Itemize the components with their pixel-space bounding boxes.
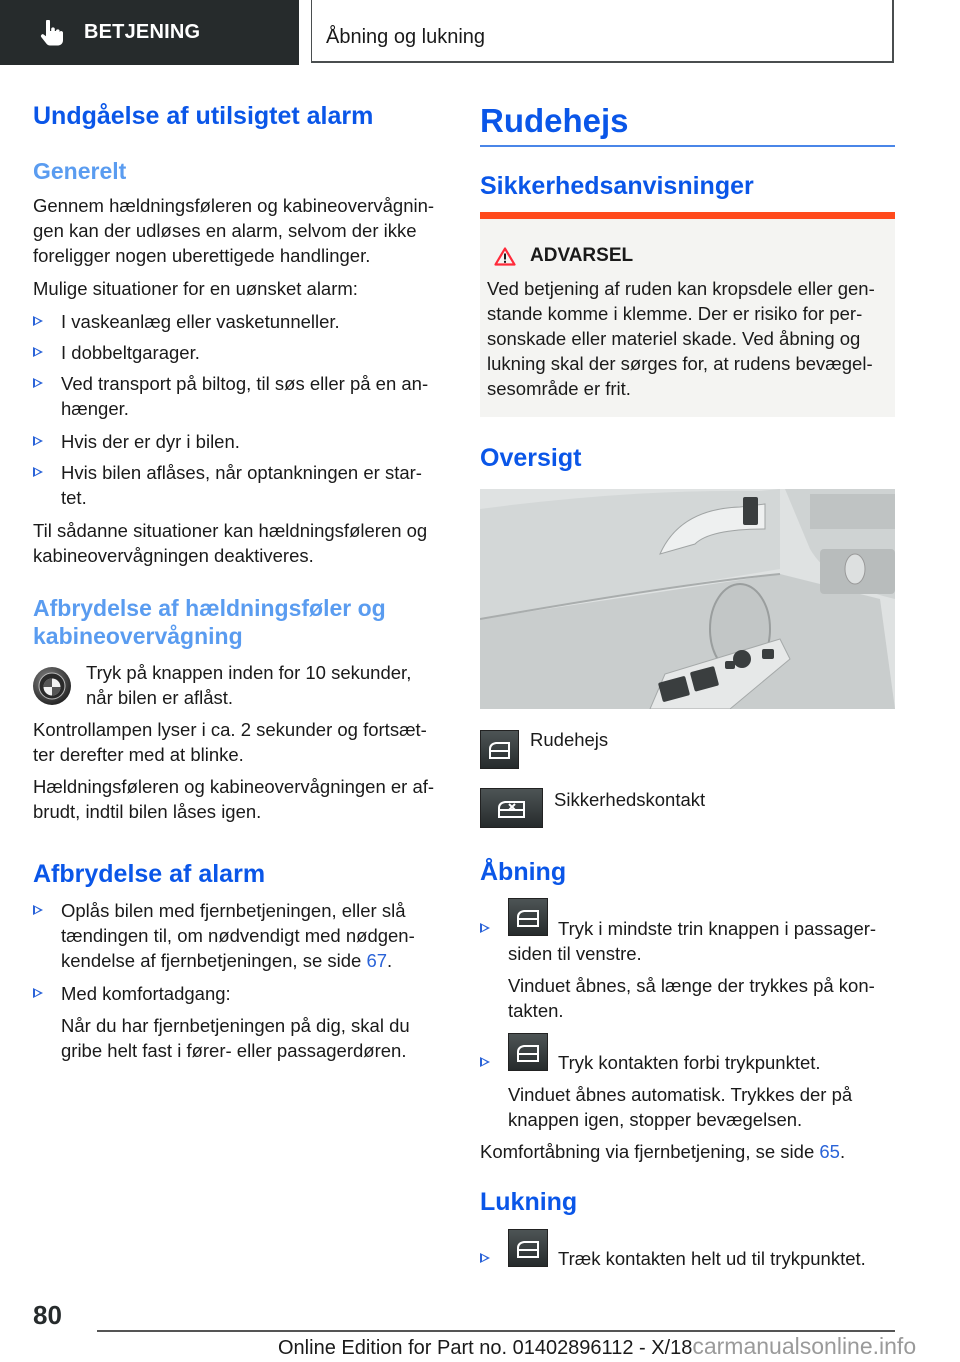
page-title: Åbning og lukning [326,26,486,48]
paragraph: Komfortåbning via fjernbetjening, se side 65. [480,1141,846,1162]
heading-afbrydelse-sensor: Afbrydelse af hældningsføler og kabineovervågning [33,595,386,649]
legend-label: Rudehejs [530,729,609,750]
warning-box [480,212,895,417]
triangle-bullet-icon [33,988,43,998]
triangle-bullet-icon [33,467,43,477]
triangle-bullet-icon [480,923,490,933]
icon-description: Tryk på knappen inden for 10 sekunder, når bilen er aflåst. [86,662,412,708]
list-item: I vaskeanlæg eller vasketunneller. [33,309,443,334]
door-panel-photo [480,489,895,709]
triangle-bullet-icon [33,436,43,446]
bmw-key-button-icon [32,666,72,706]
triangle-bullet-icon [480,1057,490,1067]
page-link-65[interactable]: 65 [819,1141,840,1162]
heading-oversigt: Oversigt [480,444,582,472]
page-title-box [311,0,894,63]
list-item: Tryk i mindste trin knappen i passager- siden til venstre. Vinduet åbnes, så længe der trykkes på kon- takten. [480,916,895,1026]
list-item: Tryk kontakten forbi trykpunktet. Vinduet åbnes automatisk. Trykkes der på knappen igen, stopper bevægelsen. [480,1050,895,1135]
list-item: Hvis bilen aflåses, når optankningen er star- tet. [33,460,443,510]
footer-divider [97,1330,895,1332]
heading-afbrydelse-alarm: Afbrydelse af alarm [33,860,266,888]
paragraph: Kontrollampen lyser i ca. 2 sekunder og fortsæt- ter derefter med at blinke. [33,719,427,765]
triangle-bullet-icon [480,1253,490,1263]
watermark: carmanualsonline.info [692,1333,917,1359]
list-item: Oplås bilen med fjernbetjeningen, eller slå tændingen til, om nødvendigt med nødgen- kendelse af fjernbetjeningen, se side 67. [33,898,443,973]
section-label: BETJENING [84,21,201,43]
paragraph: Mulige situationer for en uønsket alarm: [33,278,358,299]
window-switch-icon [480,730,519,769]
heading-generelt: Generelt [33,158,127,184]
triangle-bullet-icon [33,905,43,915]
legend-label: Sikkerhedskontakt [554,789,706,810]
safety-switch-icon [480,788,543,828]
page-number: 80 [33,1300,62,1330]
triangle-bullet-icon [33,347,43,357]
list-item: Hvis der er dyr i bilen. [33,429,443,454]
warning-triangle-icon [494,247,516,266]
triangle-bullet-icon [33,316,43,326]
warning-label: ADVARSEL [530,245,634,266]
heading-abning: Åbning [480,858,567,886]
paragraph: Hældningsføleren og kabineovervågningen er af- brudt, indtil bilen låses igen. [33,776,435,822]
list-item: Med komfortadgang: Når du har fjernbetjeningen på dig, skal du gribe helt fast i fører- eller passagerdøren. [33,981,443,1071]
warning-text: Ved betjening af ruden kan kropsdele eller gen- stande komme i klemme. Der er risiko for per- sonskade eller materiel skade. Ved åbning og lukning skal der sørges for, at rudens bevægel- sesområde er frit. [487,278,875,399]
hand-pointer-icon [40,20,64,46]
heading-lukning: Lukning [480,1188,578,1216]
page-link-67[interactable]: 67 [366,950,388,971]
paragraph: Gennem hældningsføleren og kabineovervågnin- gen kan der udløses en alarm, selvom der ikke foreligger nogen uberettigede handlinger. [33,195,435,266]
paragraph: Til sådanne situationer kan hældningsføleren og kabineovervågningen deaktiveres. [33,520,428,566]
footer-edition: Online Edition for Part no. 01402896112 - X/18carmanualsonline.info [278,1333,917,1359]
section-title-alarm: Undgåelse af utilsigtet alarm [33,102,374,130]
section-tab [0,0,299,65]
triangle-bullet-icon [33,378,43,388]
title-divider [480,145,895,147]
heading-safety: Sikkerhedsanvisninger [480,172,754,200]
list-item: Træk kontakten helt ud til trykpunktet. [480,1246,895,1271]
list-item: I dobbeltgarager. [33,340,443,365]
list-item: Ved transport på biltog, til søs eller på en an- hænger. [33,371,443,421]
section-title-rudehejs: Rudehejs [480,102,629,139]
